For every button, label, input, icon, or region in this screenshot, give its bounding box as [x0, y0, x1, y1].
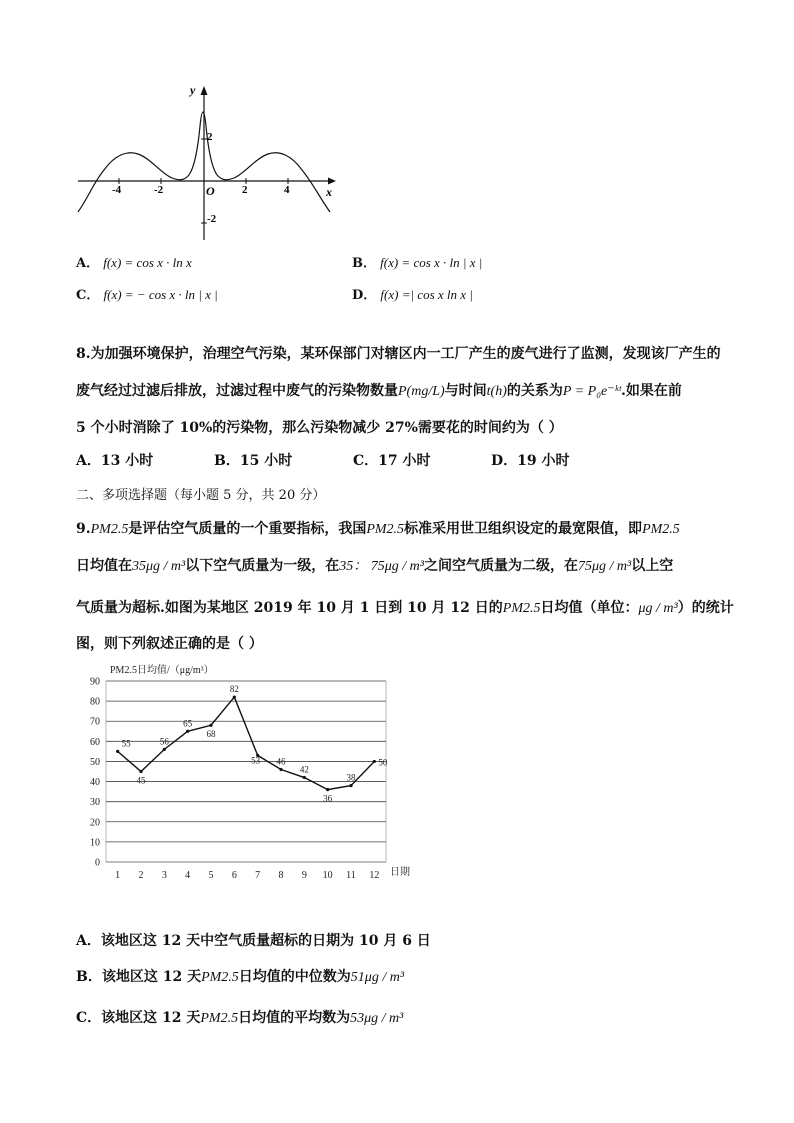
q7-option-d[interactable] — [352, 284, 473, 303]
data-point — [373, 760, 376, 763]
option-text: f(x) = cos x · ln x — [103, 255, 192, 270]
y-tick-label: 30 — [90, 797, 100, 809]
x-tick-label: 9 — [301, 870, 307, 881]
y-tick-label: 60 — [90, 736, 100, 748]
x-tick-label: 2 — [138, 870, 144, 881]
origin-label: O — [206, 184, 215, 198]
option-letter: B． — [352, 256, 376, 271]
x-axis-title: 日期 — [390, 867, 410, 878]
data-label: 46 — [276, 756, 286, 767]
y-tick-label: 20 — [90, 817, 100, 829]
data-point — [233, 695, 236, 698]
option-text: f(x) =| cos x ln x | — [380, 287, 473, 302]
y-tick-label: 90 — [90, 676, 100, 688]
x-axis-label: x — [326, 185, 332, 199]
x-tick-label: 7 — [255, 870, 261, 881]
y-axis-label: y — [190, 83, 196, 97]
data-label: 65 — [183, 718, 193, 729]
q9-option-a[interactable]: A．该地区这 12 天中空气质量超标的日期为 10 月 6 日 — [76, 933, 431, 949]
q9-line-2: 日均值在35μg / m³以下空气质量为一级，在35： 75μg / m³之间空气质量为二级，在75μg / m³以上空 — [76, 558, 674, 574]
data-label: 36 — [323, 793, 333, 804]
q8-option-c[interactable]: C．17 小时 — [353, 453, 431, 469]
data-label: 38 — [346, 772, 356, 783]
data-label: 42 — [299, 764, 309, 775]
data-point — [163, 748, 166, 751]
data-point — [116, 750, 119, 753]
option-text: f(x) = cos x · ln | x | — [380, 255, 483, 270]
q9-line-4: 图，则下列叙述正确的是（ ） — [76, 636, 263, 652]
data-point — [326, 788, 329, 791]
data-point — [209, 724, 212, 727]
y-tick-label: -2 — [207, 213, 217, 225]
q8-line-2: 废气经过过滤后排放，过滤过程中废气的污染物数量P(mg/L)与时间t(h)的关系为P = P₀e⁻ᵏᵗ.如果在前 — [76, 383, 682, 399]
option-letter: D． — [352, 288, 377, 303]
q9-option-b[interactable]: B．该地区这 12 天PM2.5日均值的中位数为51μg / m³ — [76, 969, 405, 985]
x-tick-label: 1 — [115, 870, 121, 881]
x-tick-label: 2 — [242, 184, 248, 196]
q9-line-1: 9.PM2.5是评估空气质量的一个重要指标，我国PM2.5标准采用世卫组织设定的最宽限值，即PM2.5 — [76, 521, 680, 537]
x-tick-label: 4 — [284, 184, 290, 196]
x-tick-label: 11 — [346, 870, 356, 881]
x-axis-arrow-icon — [328, 178, 336, 185]
y-tick-label: 50 — [90, 756, 100, 768]
x-tick-label: 8 — [278, 870, 284, 881]
data-point — [279, 768, 282, 771]
q8-line-3: 5 个小时消除了 10%的污染物，那么污染物减少 27%需要花的时间约为（ ） — [76, 420, 563, 436]
q9-option-c[interactable]: C．该地区这 12 天PM2.5日均值的平均数为53μg / m³ — [76, 1010, 404, 1026]
q8-option-b[interactable]: B．15 小时 — [214, 453, 293, 469]
q7-option-b[interactable] — [352, 252, 482, 271]
x-tick-label: 10 — [322, 870, 333, 881]
y-tick-label: 70 — [90, 716, 100, 728]
data-point — [349, 784, 352, 787]
data-label: 82 — [229, 684, 239, 695]
y-tick-label: 0 — [95, 857, 100, 869]
series-line — [118, 697, 375, 790]
y-axis-arrow-icon — [201, 86, 208, 95]
chart-title: PM2.5日均值/（μg/m³） — [110, 665, 214, 676]
x-tick-label: -2 — [154, 184, 164, 196]
option-letter: A． — [76, 256, 100, 271]
x-tick-label: 5 — [208, 870, 214, 881]
q7-option-a[interactable] — [76, 252, 192, 271]
q8-line-1: 8.为加强环境保护，治理空气污染，某环保部门对辖区内一工厂产生的废气进行了监测，发现该厂产生的 — [76, 346, 721, 362]
option-letter: C． — [76, 288, 100, 303]
y-tick-label: 10 — [90, 837, 100, 849]
y-tick-label: 2 — [207, 131, 213, 143]
data-point — [303, 776, 306, 779]
data-label: 56 — [159, 736, 169, 747]
y-tick-label: 40 — [90, 777, 100, 789]
data-point — [186, 730, 189, 733]
q7-option-c[interactable] — [76, 284, 218, 303]
data-label: 45 — [136, 775, 146, 786]
pm25-line-chart — [76, 660, 426, 885]
data-label: 50 — [378, 757, 388, 768]
function-graph — [70, 78, 350, 246]
x-tick-label: 3 — [161, 870, 167, 881]
q9-line-3: 气质量为超标.如图为某地区 2019 年 10 月 1 日到 10 月 12 日的PM2.5日均值（单位：μg / m³）的统计 — [76, 600, 734, 616]
data-point — [139, 770, 142, 773]
y-tick-label: 80 — [90, 696, 100, 708]
x-tick-label: -4 — [112, 184, 122, 196]
q8-option-d[interactable]: D．19 小时 — [491, 453, 570, 469]
data-label: 68 — [206, 729, 216, 740]
data-label: 55 — [121, 738, 131, 749]
x-tick-label: 6 — [231, 870, 237, 881]
x-tick-label: 4 — [185, 870, 191, 881]
data-label: 53 — [251, 755, 261, 766]
x-tick-label: 12 — [369, 870, 380, 881]
option-text: f(x) = − cos x · ln | x | — [103, 287, 218, 302]
q8-option-a[interactable]: A．13 小时 — [76, 453, 154, 469]
section-heading: 二、多项选择题（每小题 5 分，共 20 分） — [76, 488, 326, 503]
